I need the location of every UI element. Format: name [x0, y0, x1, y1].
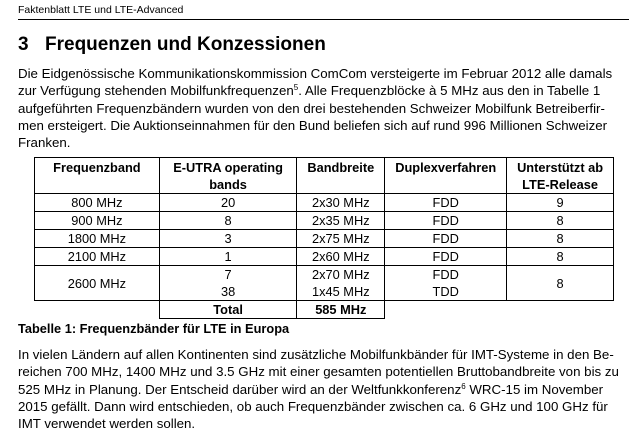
cell-duplex — [385, 266, 507, 301]
intro-paragraph — [18, 65, 630, 151]
cell-bandwidth: 2x35 MHz — [297, 212, 385, 230]
cell-line: 2x70 MHz — [311, 267, 370, 282]
running-header: Faktenblatt LTE und LTE-Advanced — [18, 4, 184, 16]
header-rule — [18, 19, 629, 20]
table-row — [35, 230, 614, 248]
table-row — [35, 194, 614, 212]
total-spacer — [385, 301, 507, 319]
text-line: WRC-15 im November — [465, 381, 604, 397]
cell-release: 8 — [507, 248, 614, 266]
cell-release: 8 — [507, 230, 614, 248]
text-line: aufgeführten Frequenzbändern wurden von den drei bestehenden Schweizer Mobilfunk Betreiberfir- — [18, 100, 605, 116]
header-eutra: E-UTRA operating bands — [159, 158, 297, 194]
table-header-row — [35, 158, 614, 194]
cell-bandwidth: 2x75 MHz — [297, 230, 385, 248]
header-release: Unterstützt ab LTE-Release — [507, 158, 614, 194]
cell-eutra — [159, 266, 297, 301]
total-spacer — [507, 301, 614, 319]
cell-eutra: 1 — [159, 248, 297, 266]
cell-duplex: FDD — [385, 248, 507, 266]
table-caption: Tabelle 1: Frequenzbänder für LTE in Europa — [18, 321, 290, 336]
cell-band: 2600 MHz — [35, 266, 160, 301]
cell-eutra: 20 — [159, 194, 297, 212]
cell-line: 38 — [220, 284, 236, 299]
table-row — [35, 266, 614, 301]
cell-duplex: FDD — [385, 212, 507, 230]
frequency-table — [34, 157, 614, 319]
text-line: Franken. — [18, 135, 71, 151]
header-frequenzband: Frequenzband — [35, 158, 160, 194]
text-line: men ersteigert. Die Auktionseinnahmen für den Bund beliefen sich auf rund 996 Millionen Schweizer — [18, 117, 608, 133]
cell-band: 800 MHz — [35, 194, 160, 212]
footnote-mark[interactable]: 5 — [293, 83, 299, 93]
cell-line: FDD — [432, 267, 459, 282]
cell-duplex: FDD — [385, 194, 507, 212]
header-bandbreite: Bandbreite — [297, 158, 385, 194]
section-number: 3 — [18, 34, 29, 55]
text-line: reichen 700 MHz, 1400 MHz und 3.5 GHz mit einer gesamten potentiellen Bruttobandbreite von bis zu — [18, 364, 619, 380]
text-line: . Alle Frequenzblöcke à 5 MHz aus den in Tabelle 1 — [298, 83, 601, 99]
cell-band: 1800 MHz — [35, 230, 160, 248]
table-total-row — [35, 301, 614, 319]
total-value: 585 MHz — [297, 301, 385, 319]
cell-band: 900 MHz — [35, 212, 160, 230]
text-line: 2015 gefällt. Dann wird entschieden, ob auch Frequenzbänder zwischen ca. 6 GHz und 100 GHz für — [18, 398, 608, 414]
footnote-mark[interactable]: 6 — [461, 381, 466, 391]
total-label: Total — [159, 301, 297, 319]
section-heading — [18, 33, 326, 57]
text-line: IMT verwendet werden sollen. — [18, 416, 196, 432]
cell-line: 7 — [224, 267, 232, 282]
text-line: 525 MHz in Planung. Der Entscheid darüber wird an der Weltfunkkonferenz — [18, 381, 462, 397]
cell-eutra: 3 — [159, 230, 297, 248]
section-title: Frequenzen und Konzessionen — [45, 34, 326, 55]
table-row — [35, 248, 614, 266]
cell-release: 9 — [507, 194, 614, 212]
cell-eutra: 8 — [159, 212, 297, 230]
text-line: In vielen Ländern auf allen Kontinenten sind zusätzliche Mobilfunkbänder für IMT-Systeme in den Be- — [18, 347, 614, 362]
outlook-paragraph — [18, 346, 630, 432]
text-line: zur Verfügung stehenden Mobilfunkfrequenzen — [18, 83, 294, 99]
cell-bandwidth: 2x60 MHz — [297, 248, 385, 266]
cell-release: 8 — [507, 266, 614, 301]
total-spacer — [35, 301, 160, 319]
cell-band: 2100 MHz — [35, 248, 160, 266]
cell-bandwidth: 2x30 MHz — [297, 194, 385, 212]
text-line: Die Eidgenössische Kommunikationskommission ComCom versteigerte im Februar 2012 alle damals — [18, 66, 613, 81]
cell-bandwidth — [297, 266, 385, 301]
cell-release: 8 — [507, 212, 614, 230]
cell-duplex: FDD — [385, 230, 507, 248]
cell-line: TDD — [432, 284, 459, 299]
header-duplex: Duplexverfahren — [385, 158, 507, 194]
cell-line: 1x45 MHz — [311, 284, 370, 299]
table-row — [35, 212, 614, 230]
